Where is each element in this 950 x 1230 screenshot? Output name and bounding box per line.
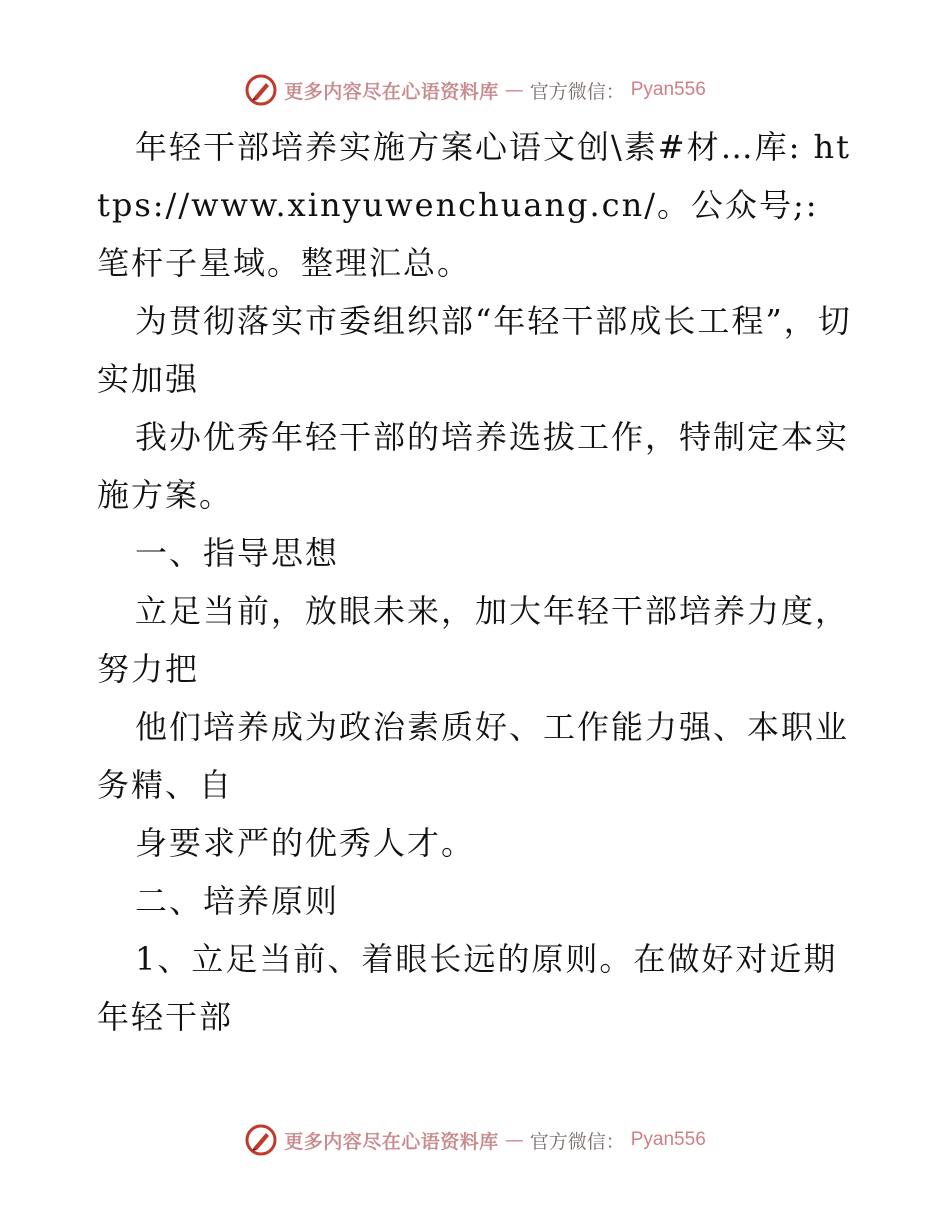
paragraph-1: 为贯彻落实市委组织部“年轻干部成长工程”，切实加强 (97, 302, 852, 398)
pen-logo-icon (244, 1123, 278, 1157)
paragraph-6: 1、立足当前、着眼长远的原则。在做好对近期年轻干部 (97, 940, 838, 1036)
paragraph-5: 身要求严的优秀人才。 (135, 824, 476, 862)
heading-training-principles: 二、培养原则 (135, 882, 340, 920)
watermark-dash: — (504, 1129, 524, 1151)
paragraph-4: 他们培养成为政治素质好、工作能力强、本职业务精、自 (97, 708, 850, 804)
document-body (97, 118, 857, 1046)
watermark-dash: — (504, 79, 524, 101)
paragraph-intro: 年轻干部培养实施方案心语文创\素#材…库: https://www.xinyuwenchuang.cn/。公众号;: 笔杆子星域。整理汇总。 (97, 128, 852, 282)
watermark-wechat-id: Pyan556 (630, 79, 706, 100)
pen-logo-icon (244, 73, 278, 107)
heading-guiding-ideology: 一、指导思想 (135, 534, 340, 572)
watermark-wechat-id: Pyan556 (630, 1129, 706, 1150)
watermark-wechat-label: 官方微信： (529, 1130, 625, 1153)
paragraph-3: 立足当前，放眼未来，加大年轻干部培养力度，努力把 (97, 592, 850, 688)
header-watermark (0, 70, 950, 110)
watermark-wechat-label: 官方微信： (529, 80, 625, 103)
watermark-main-text: 更多内容尽在心语资料库 (284, 80, 499, 103)
watermark-main-text: 更多内容尽在心语资料库 (284, 1130, 499, 1153)
footer-watermark (0, 1120, 950, 1160)
paragraph-2: 我办优秀年轻干部的培养选拔工作，特制定本实施方案。 (97, 418, 850, 514)
